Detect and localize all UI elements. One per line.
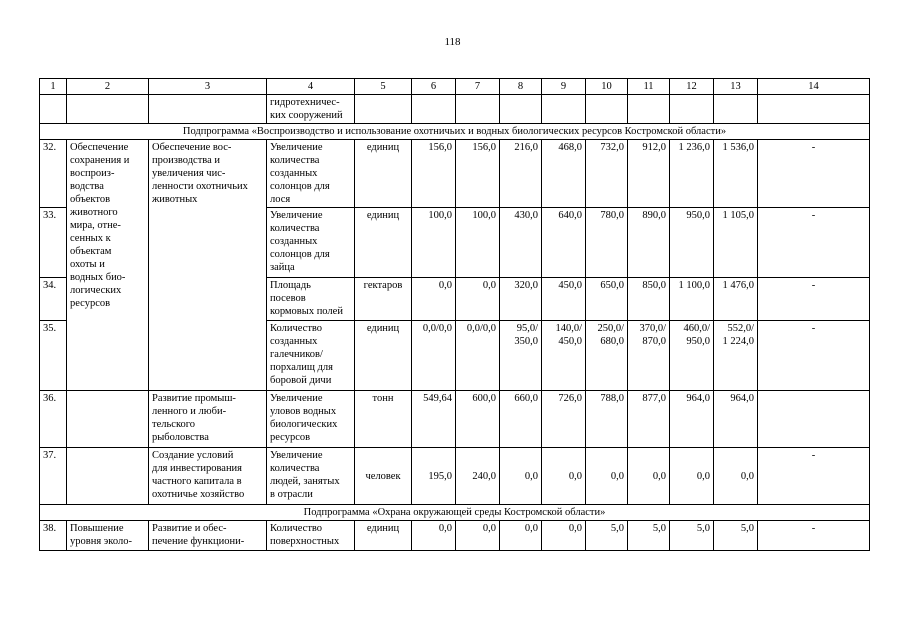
header-cell: 2 — [67, 79, 149, 95]
value-cell: 1 476,0 — [714, 278, 758, 321]
unit-cell: гектаров — [355, 278, 412, 321]
value-cell: 0,0 — [542, 521, 586, 551]
value-cell: 0,0 — [714, 448, 758, 505]
indicators-table — [39, 78, 870, 551]
continuation-indicator: гидротехничес- ких сооружений — [267, 95, 355, 124]
value-cell: 0,0 — [412, 278, 456, 321]
value-cell: 0,0 — [500, 521, 542, 551]
value-cell: 0,0 — [670, 448, 714, 505]
value-cell: 100,0 — [412, 208, 456, 278]
note-cell: - — [758, 521, 870, 551]
value-cell: 600,0 — [456, 391, 500, 448]
value-cell: 549,64 — [412, 391, 456, 448]
value-cell: 140,0/ 450,0 — [542, 321, 586, 391]
goal-cell: Повышение уровня эколо- — [67, 521, 149, 551]
value-cell: 450,0 — [542, 278, 586, 321]
indicator-cell: Увеличение количества созданных солонцов для лося — [267, 140, 355, 208]
value-cell: 912,0 — [628, 140, 670, 208]
value-cell: 430,0 — [500, 208, 542, 278]
value-cell: 156,0 — [412, 140, 456, 208]
value-cell: 726,0 — [542, 391, 586, 448]
value-cell: 552,0/ 1 224,0 — [714, 321, 758, 391]
value-cell: 320,0 — [500, 278, 542, 321]
goal-cell: Обеспечение сохранения и воспроиз- водства объектов животного мира, отне- сенных к объектам охоты и водных био- логических ресурсов — [67, 140, 149, 391]
table-row — [40, 140, 870, 208]
indicator-cell: Увеличение уловов водных биологических ресурсов — [267, 391, 355, 448]
indicator-cell: Количество созданных галечников/ порхалищ для боровой дичи — [267, 321, 355, 391]
value-cell: 100,0 — [456, 208, 500, 278]
unit-cell: единиц — [355, 321, 412, 391]
header-cell: 13 — [714, 79, 758, 95]
value-cell: 640,0 — [542, 208, 586, 278]
row-number: 33. — [40, 208, 67, 278]
value-cell: 850,0 — [628, 278, 670, 321]
value-cell: 0,0 — [456, 278, 500, 321]
task-cell: Развитие и обес- печение функциони- — [149, 521, 267, 551]
value-cell: 1 536,0 — [714, 140, 758, 208]
table-row — [40, 521, 870, 551]
value-cell: 5,0 — [670, 521, 714, 551]
indicator-cell: Количество поверхностных — [267, 521, 355, 551]
subprogram-row — [40, 505, 870, 521]
subprogram-title: Подпрограмма «Воспроизводство и использование охотничьих и водных биологических ресурсов Костромской области» — [40, 124, 870, 140]
value-cell: 0,0/0,0 — [412, 321, 456, 391]
indicator-cell: Площадь посевов кормовых полей — [267, 278, 355, 321]
note-cell: - — [758, 140, 870, 208]
value-cell: 732,0 — [586, 140, 628, 208]
table-row — [40, 448, 870, 505]
subprogram-row — [40, 124, 870, 140]
note-cell: - — [758, 208, 870, 278]
header-cell: 8 — [500, 79, 542, 95]
table-row — [40, 391, 870, 448]
note-cell — [758, 391, 870, 448]
value-cell: 0,0 — [456, 521, 500, 551]
row-number: 37. — [40, 448, 67, 505]
unit-cell: единиц — [355, 208, 412, 278]
value-cell: 5,0 — [714, 521, 758, 551]
header-cell: 1 — [40, 79, 67, 95]
value-cell: 1 100,0 — [670, 278, 714, 321]
header-cell: 3 — [149, 79, 267, 95]
row-number: 38. — [40, 521, 67, 551]
header-cell: 10 — [586, 79, 628, 95]
value-cell: 650,0 — [586, 278, 628, 321]
value-cell: 964,0 — [670, 391, 714, 448]
value-cell: 1 236,0 — [670, 140, 714, 208]
header-cell: 6 — [412, 79, 456, 95]
task-cell: Создание условий для инвестирования частного капитала в охотничье хозяйство — [149, 448, 267, 505]
value-cell: 195,0 — [412, 448, 456, 505]
header-cell: 12 — [670, 79, 714, 95]
value-cell: 240,0 — [456, 448, 500, 505]
value-cell: 0,0 — [542, 448, 586, 505]
value-cell: 0,0 — [628, 448, 670, 505]
value-cell: 0,0/0,0 — [456, 321, 500, 391]
task-cell: Развитие промыш- ленного и люби- тельского рыболовства — [149, 391, 267, 448]
value-cell: 788,0 — [586, 391, 628, 448]
note-cell: - — [758, 321, 870, 391]
row-number: 35. — [40, 321, 67, 391]
header-cell: 9 — [542, 79, 586, 95]
unit-cell: человек — [355, 448, 412, 505]
page-number: 118 — [444, 36, 461, 48]
value-cell: 250,0/ 680,0 — [586, 321, 628, 391]
value-cell: 5,0 — [586, 521, 628, 551]
header-cell: 7 — [456, 79, 500, 95]
value-cell: 468,0 — [542, 140, 586, 208]
value-cell: 460,0/ 950,0 — [670, 321, 714, 391]
value-cell: 0,0 — [500, 448, 542, 505]
value-cell: 0,0 — [412, 521, 456, 551]
note-cell: - — [758, 448, 870, 505]
value-cell: 156,0 — [456, 140, 500, 208]
row-number: 34. — [40, 278, 67, 321]
header-cell: 4 — [267, 79, 355, 95]
unit-cell: единиц — [355, 521, 412, 551]
indicator-cell: Увеличение количества созданных солонцов для зайца — [267, 208, 355, 278]
subprogram-title: Подпрограмма «Охрана окружающей среды Костромской области» — [40, 505, 870, 521]
unit-cell: единиц — [355, 140, 412, 208]
value-cell: 877,0 — [628, 391, 670, 448]
header-cell: 5 — [355, 79, 412, 95]
unit-cell: тонн — [355, 391, 412, 448]
value-cell: 5,0 — [628, 521, 670, 551]
value-cell: 890,0 — [628, 208, 670, 278]
value-cell: 95,0/ 350,0 — [500, 321, 542, 391]
value-cell: 0,0 — [586, 448, 628, 505]
header-row — [40, 79, 870, 95]
row-number: 36. — [40, 391, 67, 448]
indicator-cell: Увеличение количества людей, занятых в отрасли — [267, 448, 355, 505]
continuation-row — [40, 95, 870, 124]
value-cell: 1 105,0 — [714, 208, 758, 278]
value-cell: 950,0 — [670, 208, 714, 278]
note-cell: - — [758, 278, 870, 321]
value-cell: 964,0 — [714, 391, 758, 448]
value-cell: 780,0 — [586, 208, 628, 278]
value-cell: 216,0 — [500, 140, 542, 208]
header-cell: 11 — [628, 79, 670, 95]
value-cell: 370,0/ 870,0 — [628, 321, 670, 391]
value-cell: 660,0 — [500, 391, 542, 448]
row-number: 32. — [40, 140, 67, 208]
task-cell: Обеспечение вос- производства и увеличения чис- ленности охотничьих животных — [149, 140, 267, 391]
header-cell: 14 — [758, 79, 870, 95]
